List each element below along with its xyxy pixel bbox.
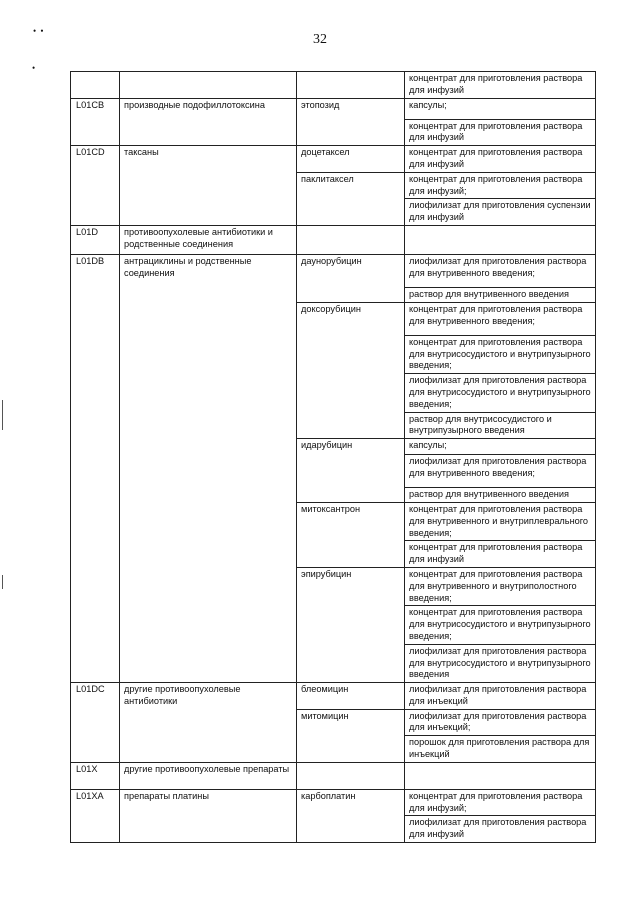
- page-number: 32: [313, 32, 327, 47]
- table-row: [71, 789, 596, 816]
- dosage-form-cell: концентрат для приготовления раствора для инфузий: [405, 541, 596, 568]
- group-cell: [120, 72, 297, 99]
- dosage-form-cell: лиофилизат для приготовления раствора для инъекций;: [405, 709, 596, 736]
- table-row: [71, 72, 596, 99]
- scan-mark-left: •: [32, 63, 36, 73]
- dosage-form-cell: капсулы;: [405, 439, 596, 455]
- table-row: [71, 254, 596, 287]
- drug-cell: блеомицин: [297, 683, 405, 710]
- drug-cell: [297, 762, 405, 789]
- group-cell: препараты платины: [120, 789, 297, 842]
- group-cell: другие противоопухолевые антибиотики: [120, 683, 297, 763]
- table-row: [71, 683, 596, 710]
- group-cell: другие противоопухолевые препараты: [120, 762, 297, 789]
- atc-code-cell: L01X: [71, 762, 120, 789]
- atc-code-cell: L01CB: [71, 98, 120, 146]
- margin-line: [2, 575, 3, 589]
- table-row: [71, 762, 596, 789]
- drug-cell: [297, 225, 405, 254]
- drug-cell: доцетаксел: [297, 146, 405, 173]
- dosage-form-cell: концентрат для приготовления раствора для внутривенного и внутриплеврального введения;: [405, 502, 596, 540]
- dosage-form-cell: лиофилизат для приготовления раствора для внутрисосудистого и внутрипузырного введения: [405, 644, 596, 682]
- dosage-form-cell: концентрат для приготовления раствора для внутривенного введения;: [405, 302, 596, 335]
- dosage-form-cell: концентрат для приготовления раствора для внутрисосудистого и внутрипузырного введения;: [405, 335, 596, 373]
- dosage-form-cell: концентрат для приготовления раствора для инфузий;: [405, 172, 596, 199]
- dosage-form-cell: лиофилизат для приготовления раствора для внутривенного введения;: [405, 455, 596, 488]
- drug-cell: идарубицин: [297, 439, 405, 503]
- dosage-form-cell: концентрат для приготовления раствора для внутрисосудистого и внутрипузырного введения;: [405, 606, 596, 644]
- table-row: [71, 98, 596, 119]
- dosage-form-cell: концентрат для приготовления раствора для инфузий: [405, 119, 596, 146]
- drug-cell: этопозид: [297, 98, 405, 146]
- atc-code-cell: L01D: [71, 225, 120, 254]
- drug-cell: эпирубицин: [297, 567, 405, 682]
- dosage-form-cell: концентрат для приготовления раствора для внутривенного и внутриполостного введения;: [405, 567, 596, 605]
- dosage-form-cell: капсулы;: [405, 98, 596, 119]
- dosage-form-cell: раствор для внутрисосудистого и внутрипузырного введения: [405, 412, 596, 439]
- drug-cell: митоксантрон: [297, 502, 405, 567]
- dosage-form-cell: раствор для внутривенного введения: [405, 488, 596, 503]
- dosage-form-cell: лиофилизат для приготовления суспензии для инфузий: [405, 199, 596, 226]
- dosage-form-cell: лиофилизат для приготовления раствора для инъекций: [405, 683, 596, 710]
- atc-code-cell: L01CD: [71, 146, 120, 226]
- dosage-form-cell: раствор для внутривенного введения: [405, 287, 596, 302]
- dosage-form-cell: лиофилизат для приготовления раствора для внутрисосудистого и внутрипузырного введения;: [405, 374, 596, 412]
- drug-cell: даунорубицин: [297, 254, 405, 302]
- atc-code-cell: L01XA: [71, 789, 120, 842]
- dosage-form-cell: концентрат для приготовления раствора для инфузий: [405, 72, 596, 99]
- dosage-form-cell: лиофилизат для приготовления раствора для инфузий: [405, 816, 596, 843]
- dosage-form-cell: [405, 762, 596, 789]
- margin-line: [2, 400, 3, 430]
- group-cell: таксаны: [120, 146, 297, 226]
- drug-cell: карбоплатин: [297, 789, 405, 842]
- drug-cell: митомицин: [297, 709, 405, 762]
- drug-cell: доксорубицин: [297, 302, 405, 438]
- group-cell: антрациклины и родственные соединения: [120, 254, 297, 682]
- table-row: [71, 225, 596, 254]
- atc-code-cell: [71, 72, 120, 99]
- table-row: [71, 146, 596, 173]
- dosage-form-cell: лиофилизат для приготовления раствора для внутривенного введения;: [405, 254, 596, 287]
- drug-cell: [297, 72, 405, 99]
- group-cell: противоопухолевые антибиотики и родственные соединения: [120, 225, 297, 254]
- dosage-form-cell: [405, 225, 596, 254]
- group-cell: производные подофиллотоксина: [120, 98, 297, 146]
- dosage-form-cell: концентрат для приготовления раствора для инфузий;: [405, 789, 596, 816]
- dosage-form-cell: концентрат для приготовления раствора для инфузий: [405, 146, 596, 173]
- scan-mark-top: • •: [33, 26, 45, 36]
- dosage-form-cell: порошок для приготовления раствора для инъекций: [405, 736, 596, 763]
- atc-code-cell: L01DC: [71, 683, 120, 763]
- drug-table: [70, 71, 596, 843]
- drug-cell: паклитаксел: [297, 172, 405, 225]
- atc-code-cell: L01DB: [71, 254, 120, 682]
